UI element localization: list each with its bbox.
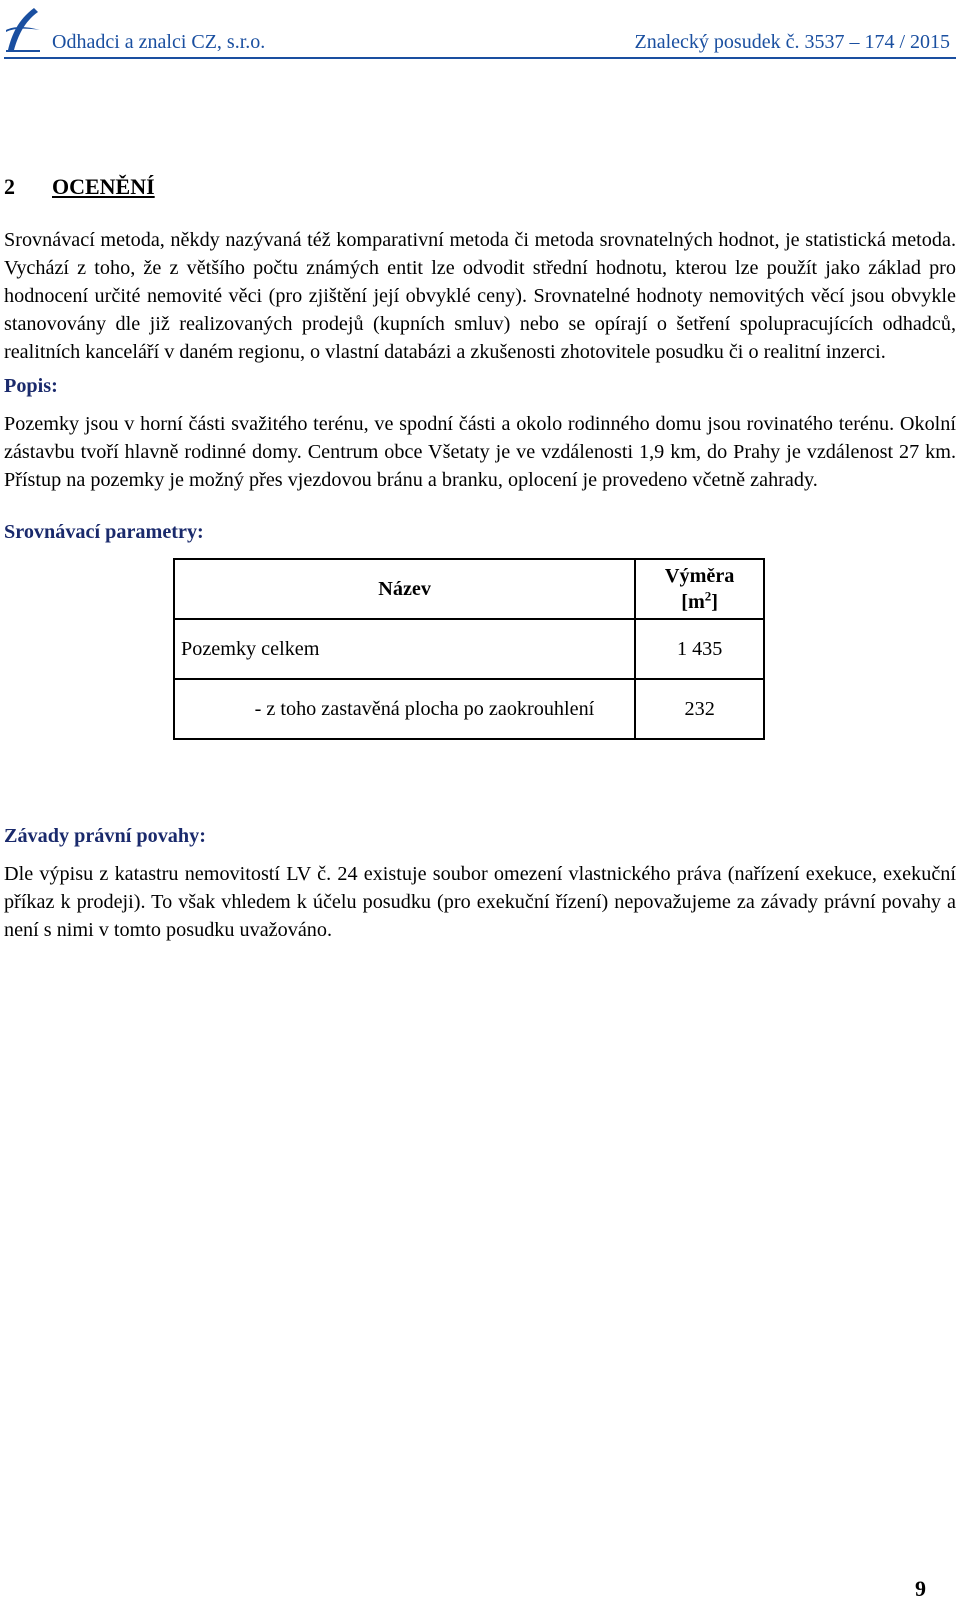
params-table-header [174,559,764,619]
section-title-text: OCENĚNÍ [52,174,155,199]
intro-paragraph: Srovnávací metoda, někdy nazývaná též komparativní metoda či metoda srovnatelných hodnot, je statistická metoda. Vychází z toho, že z většího počtu známých entit lze odvodit střední hodnotu, kterou lze použít jako základ pro hodnocení určité nemovité věci (pro zjištění její obvyklé ceny). Srovnatelné hodnoty nemovitých věcí jsou obvykle stanovovány dle již realizovaných prodejů (kupních smluv) nebo se opírají o šetření spolupracujících odhadců, realitních kanceláří v daném regionu, o vlastní databázi a zkušenosti zhotovitele posudku či o realitní inzerci. [4,229,956,363]
popis-heading: Popis: [4,375,58,397]
spacer [4,740,956,816]
section-title [4,170,956,204]
popis-text: Pozemky jsou v horní části svažitého terénu, ve spodní části a okolo rodinného domu jsou rovinatého terénu. Okolní zástavbu tvoří hlavně rodinné domy. Centrum obce Všetaty je ve vzdálenosti 1,9 km, do Prahy je vzdálenost 27 km. Přístup na pozemky je možný přes vjezdovou bránu a branku, oplocení je provedeno včetně zahrady. [4,413,956,491]
row-value: 232 [635,679,764,739]
page-number: 9 [915,1576,926,1601]
col-area-unit-post: ] [711,591,719,613]
spacer [4,494,956,512]
col-area-unit-pre: [m [681,591,705,613]
header-divider [4,57,956,59]
col-name-header: Název [174,559,635,619]
params-table [173,558,765,740]
row-name: Pozemky celkem [174,619,635,679]
table-row [174,619,764,679]
col-area-unit-sup: 2 [704,588,712,604]
company-name: Odhadci a znalci CZ, s.r.o. [52,31,266,53]
page-header [0,0,960,60]
row-value: 1 435 [635,619,764,679]
row-name: - z toho zastavěná plocha po zaokrouhlení [174,679,635,739]
params-heading: Srovnávací parametry: [4,521,204,543]
report-reference: Znalecký posudek č. 3537 – 174 / 2015 [634,31,950,53]
zavady-text: Dle výpisu z katastru nemovitostí LV č. 24 existuje soubor omezení vlastnického práva (nařízení exekuce, exekuční příkaz k prodeji). To však vhledem k účelu posudku (pro exekuční řízení) nepovažujeme za závady právní povahy a není s nimi v tomto posudku uvažováno. [4,863,956,941]
col-area-header [635,559,764,619]
section-number: 2 [4,174,15,199]
col-area-label: Výměra [664,565,735,587]
zavady-heading: Závady právní povahy: [4,825,206,847]
table-row [174,679,764,739]
page-content [4,170,956,944]
company-logo [4,4,42,54]
